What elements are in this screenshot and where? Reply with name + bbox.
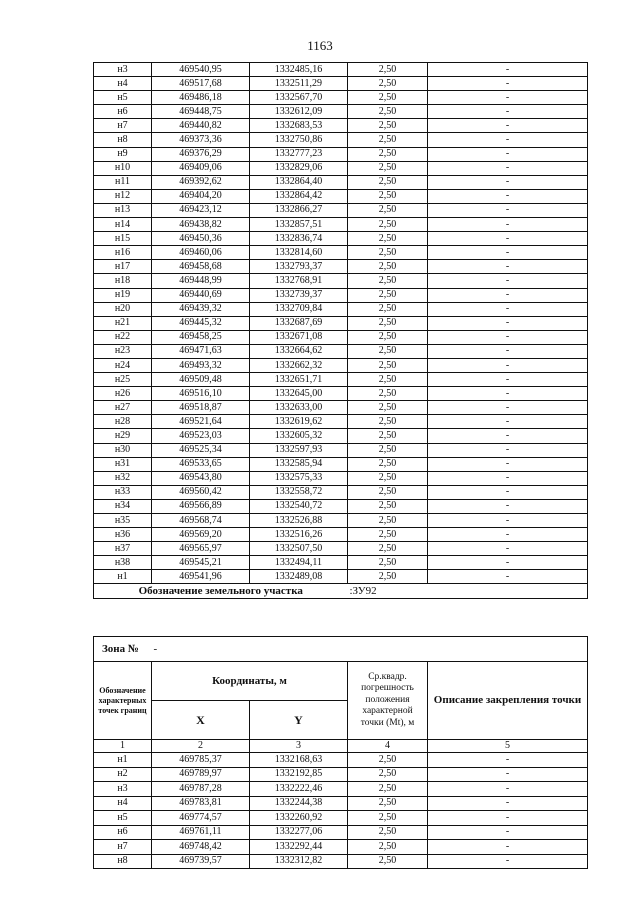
parcel-value: :ЗУ92 — [348, 584, 588, 598]
x-coordinate-cell: 469761,11 — [152, 825, 250, 840]
point-id-cell: н9 — [94, 147, 152, 161]
y-coordinate-cell: 1332292,44 — [250, 840, 348, 855]
x-coordinate-cell: 469409,06 — [152, 161, 250, 175]
point-id-cell: н12 — [94, 189, 152, 203]
error-cell: 2,50 — [348, 825, 428, 840]
y-coordinate-cell: 1332633,00 — [250, 401, 348, 415]
point-id-cell: н24 — [94, 358, 152, 372]
table-row — [94, 161, 588, 175]
x-coordinate-cell: 469533,65 — [152, 457, 250, 471]
x-coordinate-cell: 469774,57 — [152, 811, 250, 826]
table-row — [94, 457, 588, 471]
y-coordinate-cell: 1332277,06 — [250, 825, 348, 840]
description-cell: - — [428, 358, 588, 372]
table-row — [94, 274, 588, 288]
description-cell: - — [428, 373, 588, 387]
y-coordinate-cell: 1332605,32 — [250, 429, 348, 443]
error-cell: 2,50 — [348, 260, 428, 274]
x-coordinate-cell: 469392,62 — [152, 175, 250, 189]
point-id-cell: н21 — [94, 316, 152, 330]
description-cell: - — [428, 189, 588, 203]
description-cell: - — [428, 77, 588, 91]
point-id-cell: н4 — [94, 77, 152, 91]
zone-row — [94, 637, 588, 662]
description-cell: - — [428, 232, 588, 246]
point-id-cell: н16 — [94, 246, 152, 260]
error-cell: 2,50 — [348, 471, 428, 485]
table-row — [94, 840, 588, 855]
point-id-cell: н2 — [94, 767, 152, 782]
point-id-cell: н31 — [94, 457, 152, 471]
error-cell: 2,50 — [348, 189, 428, 203]
description-cell: - — [428, 175, 588, 189]
description-cell: - — [428, 288, 588, 302]
description-cell: - — [428, 218, 588, 232]
point-id-cell: н6 — [94, 825, 152, 840]
point-id-cell: н7 — [94, 119, 152, 133]
error-cell: 2,50 — [348, 811, 428, 826]
error-cell: 2,50 — [348, 485, 428, 499]
table-row — [94, 556, 588, 570]
table-row — [94, 288, 588, 302]
point-id-cell: н35 — [94, 514, 152, 528]
coordinates-table-body — [94, 63, 588, 584]
y-coordinate-cell: 1332671,08 — [250, 330, 348, 344]
y-coordinate-cell: 1332777,23 — [250, 147, 348, 161]
point-id-cell: н5 — [94, 811, 152, 826]
error-cell: 2,50 — [348, 387, 428, 401]
x-coordinate-cell: 469568,74 — [152, 514, 250, 528]
y-coordinate-cell: 1332683,53 — [250, 119, 348, 133]
x-coordinate-cell: 469493,32 — [152, 358, 250, 372]
description-cell: - — [428, 246, 588, 260]
y-coordinate-cell: 1332687,69 — [250, 316, 348, 330]
y-coordinate-cell: 1332709,84 — [250, 302, 348, 316]
x-coordinate-cell: 469440,82 — [152, 119, 250, 133]
table-row — [94, 499, 588, 513]
description-cell: - — [428, 133, 588, 147]
col-number: 5 — [428, 740, 588, 753]
point-id-cell: н34 — [94, 499, 152, 513]
error-cell: 2,50 — [348, 556, 428, 570]
point-id-cell: н19 — [94, 288, 152, 302]
y-coordinate-cell: 1332664,62 — [250, 344, 348, 358]
x-coordinate-cell: 469541,96 — [152, 570, 250, 584]
point-id-cell: н28 — [94, 415, 152, 429]
x-coordinate-cell: 469471,63 — [152, 344, 250, 358]
x-coordinate-cell: 469523,03 — [152, 429, 250, 443]
x-coordinate-cell: 469543,80 — [152, 471, 250, 485]
table-row — [94, 767, 588, 782]
table-row — [94, 218, 588, 232]
description-cell: - — [428, 401, 588, 415]
x-coordinate-cell: 469448,99 — [152, 274, 250, 288]
x-coordinate-cell: 469509,48 — [152, 373, 250, 387]
table-row — [94, 330, 588, 344]
error-cell: 2,50 — [348, 175, 428, 189]
y-coordinate-cell: 1332244,38 — [250, 796, 348, 811]
error-cell: 2,50 — [348, 840, 428, 855]
error-cell: 2,50 — [348, 288, 428, 302]
description-cell: - — [428, 514, 588, 528]
description-cell: - — [428, 161, 588, 175]
point-id-cell: н38 — [94, 556, 152, 570]
point-id-cell: н18 — [94, 274, 152, 288]
point-id-cell: н1 — [94, 753, 152, 768]
header-coords: Координаты, м — [152, 662, 348, 701]
error-cell: 2,50 — [348, 63, 428, 77]
y-coordinate-cell: 1332864,40 — [250, 175, 348, 189]
table-row — [94, 796, 588, 811]
description-cell: - — [428, 457, 588, 471]
point-id-cell: н13 — [94, 203, 152, 217]
point-id-cell: н29 — [94, 429, 152, 443]
error-cell: 2,50 — [348, 457, 428, 471]
y-coordinate-cell: 1332192,85 — [250, 767, 348, 782]
description-cell: - — [428, 429, 588, 443]
error-cell: 2,50 — [348, 161, 428, 175]
table-row — [94, 246, 588, 260]
y-coordinate-cell: 1332793,37 — [250, 260, 348, 274]
col-number: 3 — [250, 740, 348, 753]
table-row — [94, 175, 588, 189]
point-id-cell: н8 — [94, 133, 152, 147]
description-cell: - — [428, 274, 588, 288]
table-row — [94, 189, 588, 203]
description-cell: - — [428, 556, 588, 570]
error-cell: 2,50 — [348, 330, 428, 344]
table-row — [94, 63, 588, 77]
y-coordinate-cell: 1332662,32 — [250, 358, 348, 372]
point-id-cell: н25 — [94, 373, 152, 387]
table-row — [94, 387, 588, 401]
description-cell: - — [428, 344, 588, 358]
x-coordinate-cell: 469569,20 — [152, 528, 250, 542]
table-row — [94, 119, 588, 133]
table-row — [94, 443, 588, 457]
description-cell: - — [428, 767, 588, 782]
table-row — [94, 91, 588, 105]
error-cell: 2,50 — [348, 782, 428, 797]
x-coordinate-cell: 469450,36 — [152, 232, 250, 246]
description-cell: - — [428, 499, 588, 513]
x-coordinate-cell: 469566,89 — [152, 499, 250, 513]
x-coordinate-cell: 469545,21 — [152, 556, 250, 570]
table-row — [94, 344, 588, 358]
x-coordinate-cell: 469404,20 — [152, 189, 250, 203]
error-cell: 2,50 — [348, 91, 428, 105]
error-cell: 2,50 — [348, 147, 428, 161]
table-row — [94, 471, 588, 485]
y-coordinate-cell: 1332597,93 — [250, 443, 348, 457]
description-cell: - — [428, 63, 588, 77]
col-number: 4 — [348, 740, 428, 753]
error-cell: 2,50 — [348, 373, 428, 387]
point-id-cell: н8 — [94, 854, 152, 869]
error-cell: 2,50 — [348, 218, 428, 232]
point-id-cell: н5 — [94, 91, 152, 105]
point-id-cell: н20 — [94, 302, 152, 316]
point-id-cell: н3 — [94, 63, 152, 77]
error-cell: 2,50 — [348, 514, 428, 528]
y-coordinate-cell: 1332814,60 — [250, 246, 348, 260]
description-cell: - — [428, 119, 588, 133]
zone-coordinates-body — [94, 753, 588, 869]
y-coordinate-cell: 1332768,91 — [250, 274, 348, 288]
description-cell: - — [428, 825, 588, 840]
x-coordinate-cell: 469516,10 — [152, 387, 250, 401]
col-number: 2 — [152, 740, 250, 753]
table-row — [94, 854, 588, 869]
y-coordinate-cell: 1332836,74 — [250, 232, 348, 246]
y-coordinate-cell: 1332750,86 — [250, 133, 348, 147]
y-coordinate-cell: 1332585,94 — [250, 457, 348, 471]
col-number: 1 — [94, 740, 152, 753]
x-coordinate-cell: 469787,28 — [152, 782, 250, 797]
table-row — [94, 753, 588, 768]
x-coordinate-cell: 469458,25 — [152, 330, 250, 344]
x-coordinate-cell: 469423,12 — [152, 203, 250, 217]
header-row-1 — [94, 662, 588, 701]
description-cell: - — [428, 387, 588, 401]
error-cell: 2,50 — [348, 570, 428, 584]
header-x: X — [152, 701, 250, 740]
error-cell: 2,50 — [348, 358, 428, 372]
y-coordinate-cell: 1332866,27 — [250, 203, 348, 217]
table-row — [94, 203, 588, 217]
error-cell: 2,50 — [348, 528, 428, 542]
table-row — [94, 542, 588, 556]
y-coordinate-cell: 1332511,29 — [250, 77, 348, 91]
error-cell: 2,50 — [348, 854, 428, 869]
point-id-cell: н27 — [94, 401, 152, 415]
point-id-cell: н17 — [94, 260, 152, 274]
point-id-cell: н23 — [94, 344, 152, 358]
y-coordinate-cell: 1332857,51 — [250, 218, 348, 232]
y-coordinate-cell: 1332645,00 — [250, 387, 348, 401]
error-cell: 2,50 — [348, 133, 428, 147]
description-cell: - — [428, 147, 588, 161]
point-id-cell: н30 — [94, 443, 152, 457]
page-number: 1163 — [307, 38, 333, 53]
point-id-cell: н1 — [94, 570, 152, 584]
x-coordinate-cell: 469525,34 — [152, 443, 250, 457]
point-id-cell: н37 — [94, 542, 152, 556]
description-cell: - — [428, 203, 588, 217]
description-cell: - — [428, 443, 588, 457]
description-cell: - — [428, 105, 588, 119]
y-coordinate-cell: 1332526,88 — [250, 514, 348, 528]
point-id-cell: н6 — [94, 105, 152, 119]
error-cell: 2,50 — [348, 753, 428, 768]
zone-coordinates-table — [93, 636, 588, 869]
x-coordinate-cell: 469460,06 — [152, 246, 250, 260]
description-cell: - — [428, 570, 588, 584]
description-cell: - — [428, 415, 588, 429]
x-coordinate-cell: 469789,97 — [152, 767, 250, 782]
y-coordinate-cell: 1332507,50 — [250, 542, 348, 556]
x-coordinate-cell: 469748,42 — [152, 840, 250, 855]
y-coordinate-cell: 1332612,09 — [250, 105, 348, 119]
column-numbers-row — [94, 740, 588, 753]
table-row — [94, 302, 588, 316]
y-coordinate-cell: 1332489,08 — [250, 570, 348, 584]
x-coordinate-cell: 469373,36 — [152, 133, 250, 147]
table-row — [94, 514, 588, 528]
y-coordinate-cell: 1332485,16 — [250, 63, 348, 77]
error-cell: 2,50 — [348, 401, 428, 415]
table-row — [94, 316, 588, 330]
error-cell: 2,50 — [348, 415, 428, 429]
y-coordinate-cell: 1332739,37 — [250, 288, 348, 302]
error-cell: 2,50 — [348, 203, 428, 217]
point-id-cell: н22 — [94, 330, 152, 344]
x-coordinate-cell: 469785,37 — [152, 753, 250, 768]
point-id-cell: н15 — [94, 232, 152, 246]
table-row — [94, 260, 588, 274]
table-row — [94, 358, 588, 372]
y-coordinate-cell: 1332558,72 — [250, 485, 348, 499]
description-cell: - — [428, 782, 588, 797]
table-row — [94, 147, 588, 161]
error-cell: 2,50 — [348, 767, 428, 782]
point-id-cell: н11 — [94, 175, 152, 189]
header-description: Описание закрепления точки — [428, 662, 588, 740]
x-coordinate-cell: 469518,87 — [152, 401, 250, 415]
x-coordinate-cell: 469448,75 — [152, 105, 250, 119]
table-row — [94, 415, 588, 429]
x-coordinate-cell: 469376,29 — [152, 147, 250, 161]
y-coordinate-cell: 1332864,42 — [250, 189, 348, 203]
description-cell: - — [428, 91, 588, 105]
point-id-cell: н36 — [94, 528, 152, 542]
table-row — [94, 825, 588, 840]
description-cell: - — [428, 471, 588, 485]
table-row — [94, 232, 588, 246]
point-id-cell: н10 — [94, 161, 152, 175]
error-cell: 2,50 — [348, 119, 428, 133]
error-cell: 2,50 — [348, 77, 428, 91]
table-row — [94, 77, 588, 91]
x-coordinate-cell: 469565,97 — [152, 542, 250, 556]
description-cell: - — [428, 811, 588, 826]
error-cell: 2,50 — [348, 316, 428, 330]
x-coordinate-cell: 469440,69 — [152, 288, 250, 302]
description-cell: - — [428, 316, 588, 330]
header-points: Обозначение характерных точек границ — [94, 662, 152, 740]
zone-value: - — [152, 637, 588, 662]
y-coordinate-cell: 1332567,70 — [250, 91, 348, 105]
description-cell: - — [428, 840, 588, 855]
point-id-cell: н3 — [94, 782, 152, 797]
table-row — [94, 401, 588, 415]
table-row — [94, 133, 588, 147]
description-cell: - — [428, 260, 588, 274]
table-row — [94, 373, 588, 387]
error-cell: 2,50 — [348, 796, 428, 811]
x-coordinate-cell: 469445,32 — [152, 316, 250, 330]
y-coordinate-cell: 1332619,62 — [250, 415, 348, 429]
point-id-cell: н14 — [94, 218, 152, 232]
y-coordinate-cell: 1332575,33 — [250, 471, 348, 485]
error-cell: 2,50 — [348, 443, 428, 457]
error-cell: 2,50 — [348, 274, 428, 288]
x-coordinate-cell: 469560,42 — [152, 485, 250, 499]
error-cell: 2,50 — [348, 246, 428, 260]
y-coordinate-cell: 1332651,71 — [250, 373, 348, 387]
y-coordinate-cell: 1332540,72 — [250, 499, 348, 513]
x-coordinate-cell: 469438,82 — [152, 218, 250, 232]
x-coordinate-cell: 469458,68 — [152, 260, 250, 274]
x-coordinate-cell: 469486,18 — [152, 91, 250, 105]
x-coordinate-cell: 469783,81 — [152, 796, 250, 811]
error-cell: 2,50 — [348, 542, 428, 556]
y-coordinate-cell: 1332494,11 — [250, 556, 348, 570]
error-cell: 2,50 — [348, 105, 428, 119]
y-coordinate-cell: 1332829,06 — [250, 161, 348, 175]
error-cell: 2,50 — [348, 499, 428, 513]
point-id-cell: н26 — [94, 387, 152, 401]
point-id-cell: н32 — [94, 471, 152, 485]
table-row — [94, 429, 588, 443]
y-coordinate-cell: 1332260,92 — [250, 811, 348, 826]
point-id-cell: н4 — [94, 796, 152, 811]
point-id-cell: н33 — [94, 485, 152, 499]
table-row — [94, 811, 588, 826]
description-cell: - — [428, 796, 588, 811]
description-cell: - — [428, 528, 588, 542]
description-cell: - — [428, 485, 588, 499]
error-cell: 2,50 — [348, 232, 428, 246]
table-row — [94, 528, 588, 542]
error-cell: 2,50 — [348, 302, 428, 316]
header-y: Y — [250, 701, 348, 740]
x-coordinate-cell: 469517,68 — [152, 77, 250, 91]
x-coordinate-cell: 469739,57 — [152, 854, 250, 869]
x-coordinate-cell: 469439,32 — [152, 302, 250, 316]
point-id-cell: н7 — [94, 840, 152, 855]
table-row — [94, 782, 588, 797]
y-coordinate-cell: 1332222,46 — [250, 782, 348, 797]
description-cell: - — [428, 542, 588, 556]
header-error: Ср.квадр. погрешность положения характерной точки (Мt), м — [348, 662, 428, 740]
x-coordinate-cell: 469521,64 — [152, 415, 250, 429]
table-row — [94, 485, 588, 499]
zone-label: Зона № — [94, 637, 152, 662]
description-cell: - — [428, 854, 588, 869]
description-cell: - — [428, 753, 588, 768]
parcel-row — [94, 584, 588, 598]
table-row — [94, 570, 588, 584]
y-coordinate-cell: 1332516,26 — [250, 528, 348, 542]
x-coordinate-cell: 469540,95 — [152, 63, 250, 77]
table-row — [94, 105, 588, 119]
y-coordinate-cell: 1332312,82 — [250, 854, 348, 869]
y-coordinate-cell: 1332168,63 — [250, 753, 348, 768]
error-cell: 2,50 — [348, 344, 428, 358]
description-cell: - — [428, 330, 588, 344]
coordinates-table-continued — [93, 62, 588, 599]
error-cell: 2,50 — [348, 429, 428, 443]
parcel-label: Обозначение земельного участка — [94, 584, 348, 598]
description-cell: - — [428, 302, 588, 316]
